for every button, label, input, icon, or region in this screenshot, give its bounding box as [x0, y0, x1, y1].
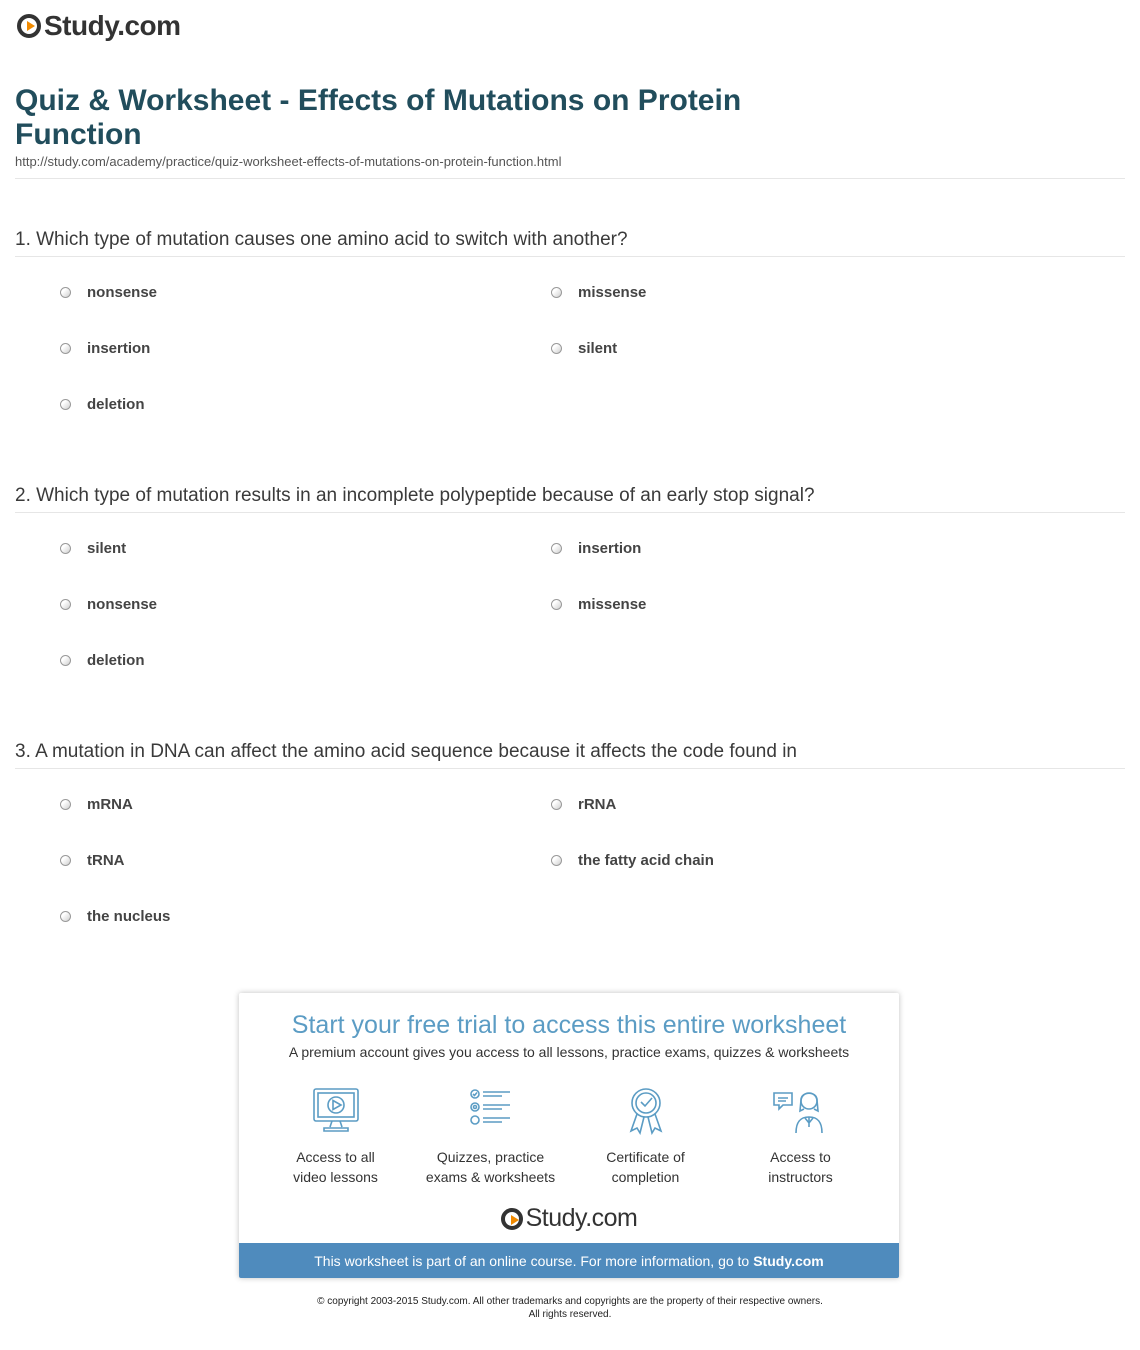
- answer-label: the fatty acid chain: [578, 852, 714, 869]
- answer-option[interactable]: [60, 540, 126, 557]
- copyright: [0, 1295, 1140, 1321]
- question-text: 1. Which type of mutation causes one amino acid to switch with another?: [15, 229, 1125, 257]
- feature-label: completion: [611, 1169, 680, 1185]
- radio-button[interactable]: [60, 543, 71, 554]
- page-title: Quiz & Worksheet - Effects of Mutations on Protein Function: [15, 84, 742, 151]
- copyright-line: © copyright 2003-2015 Study.com. All other trademarks and copyrights are the property of their respective owners.: [317, 1296, 823, 1307]
- radio-button[interactable]: [551, 855, 562, 866]
- answer-option[interactable]: [60, 284, 157, 301]
- feature-certificate: [568, 1087, 723, 1187]
- radio-button[interactable]: [60, 399, 71, 410]
- promo-headline[interactable]: Start your free trial to access this entire worksheet: [291, 1011, 847, 1039]
- play-logo-icon: [17, 14, 41, 38]
- certificate-icon: [568, 1087, 723, 1135]
- copyright-line: All rights reserved.: [528, 1309, 612, 1320]
- answer-option[interactable]: [60, 396, 145, 413]
- answer-option[interactable]: [551, 540, 641, 557]
- answer-label: nonsense: [87, 596, 158, 613]
- radio-button[interactable]: [60, 799, 71, 810]
- feature-label: Certificate of: [606, 1149, 685, 1165]
- feature-label: video lessons: [293, 1169, 378, 1185]
- answer-option[interactable]: [60, 852, 125, 869]
- question-2: [15, 485, 1125, 669]
- radio-button[interactable]: [60, 287, 71, 298]
- feature-video-lessons: [258, 1087, 413, 1187]
- feature-label: Quizzes, practice: [436, 1149, 545, 1165]
- answer-label: the nucleus: [87, 908, 171, 925]
- answer-option[interactable]: [60, 596, 157, 613]
- play-logo-icon: [501, 1208, 523, 1230]
- answer-label: deletion: [87, 396, 145, 413]
- header-divider: [15, 178, 1125, 179]
- answer-label: nonsense: [87, 284, 158, 301]
- radio-button[interactable]: [60, 655, 71, 666]
- promo-subtitle: A premium account gives you access to all lessons, practice exams, quizzes & worksheets: [288, 1044, 850, 1060]
- feature-label: Access to: [770, 1149, 831, 1165]
- answer-label: insertion: [578, 540, 642, 557]
- question-text: 3. A mutation in DNA can affect the amino acid sequence because it affects the code found in: [15, 741, 1125, 769]
- radio-button[interactable]: [60, 599, 71, 610]
- answer-label: silent: [578, 340, 618, 357]
- video-lesson-icon: [258, 1087, 413, 1135]
- answer-option[interactable]: [551, 284, 646, 301]
- answer-option[interactable]: [551, 852, 714, 869]
- answer-label: deletion: [87, 652, 145, 669]
- answer-label: rRNA: [578, 796, 617, 813]
- question-3: [15, 741, 1125, 925]
- feature-label: instructors: [768, 1169, 833, 1185]
- feature-label: exams & worksheets: [425, 1169, 556, 1185]
- question-1: [15, 229, 1125, 413]
- site-logo[interactable]: [17, 10, 181, 42]
- logo-text: Study.com: [525, 1204, 638, 1232]
- answer-label: tRNA: [87, 852, 125, 869]
- promo-logo[interactable]: [239, 1204, 899, 1233]
- answer-label: mRNA: [87, 796, 133, 813]
- question-text: 2. Which type of mutation results in an incomplete polypeptide because of an early stop signal?: [15, 485, 1125, 513]
- feature-quizzes: [413, 1087, 568, 1187]
- answer-label: insertion: [87, 340, 151, 357]
- answer-option[interactable]: [60, 796, 133, 813]
- instructor-icon: [723, 1087, 878, 1135]
- logo-text: Study.com: [44, 10, 181, 41]
- radio-button[interactable]: [60, 343, 71, 354]
- answer-option[interactable]: [60, 652, 145, 669]
- feature-label: Access to all: [296, 1149, 375, 1165]
- promo-footer-link[interactable]: Study.com: [753, 1252, 824, 1269]
- quiz-list-icon: [413, 1087, 568, 1135]
- answer-option[interactable]: [551, 596, 646, 613]
- free-trial-promo: [239, 993, 899, 1278]
- answer-option[interactable]: [551, 340, 617, 357]
- promo-footer-bar: [239, 1243, 899, 1278]
- answer-label: missense: [578, 284, 647, 301]
- answer-option[interactable]: [60, 908, 170, 925]
- radio-button[interactable]: [551, 543, 562, 554]
- radio-button[interactable]: [551, 287, 562, 298]
- radio-button[interactable]: [60, 855, 71, 866]
- radio-button[interactable]: [60, 911, 71, 922]
- answer-label: missense: [578, 596, 647, 613]
- promo-footer-text: This worksheet is part of an online course. For more information, go to: [314, 1252, 750, 1269]
- feature-instructors: [723, 1087, 878, 1187]
- page-url: http://study.com/academy/practice/quiz-worksheet-effects-of-mutations-on-protein-function.html: [15, 154, 562, 169]
- radio-button[interactable]: [551, 799, 562, 810]
- radio-button[interactable]: [551, 599, 562, 610]
- answer-option[interactable]: [60, 340, 150, 357]
- radio-button[interactable]: [551, 343, 562, 354]
- answer-option[interactable]: [551, 796, 616, 813]
- answer-label: silent: [87, 540, 127, 557]
